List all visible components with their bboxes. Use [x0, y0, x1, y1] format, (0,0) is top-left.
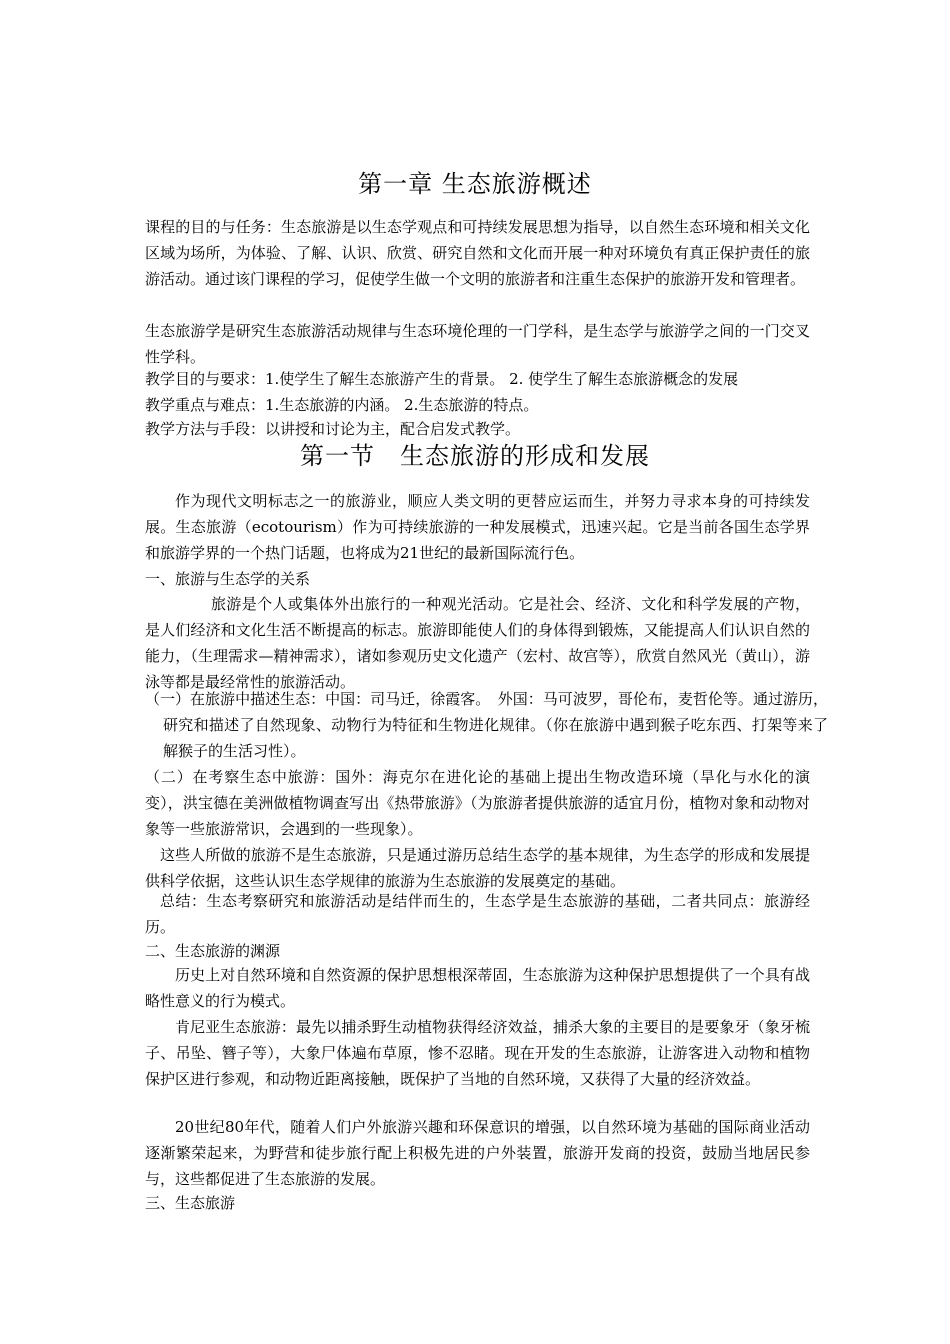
subheading-1: 一、旅游与生态学的关系	[145, 570, 311, 588]
subheading-3: 三、生态旅游	[145, 1194, 236, 1212]
body-paragraph: 作为现代文明标志之一的旅游业，顺应人类文明的更替应运而生，并努力寻求本身的可持续发展。生态旅游（ecotourism）作为可持续旅游的一种发展模式，迅速兴起。它是当前各国生态学界和旅游学界的一个热门话题，也将成为21世纪的最新国际流行色。	[145, 492, 810, 562]
objectives-line: 教学目的与要求：1.使学生了解生态旅游产生的背景。 2. 使学生了解生态旅游概念的发展	[145, 370, 739, 388]
definition-paragraph: 生态旅游学是研究生态旅游活动规律与生态环境伦理的一门学科，是生态学与旅游学之间的一门交叉性学科。	[145, 322, 810, 366]
body-paragraph: （二）在考察生态中旅游：国外：海克尔在进化论的基础上提出生物改造环境（旱化与水化的演变），洪宝德在美洲做植物调查写出《热带旅游》（为旅游者提供旅游的适宜月份，植物对象和动物对象等一些旅游常识，会遇到的一些现象）。	[145, 768, 810, 838]
body-paragraph: 总结：生态考察研究和旅游活动是结伴而生的，生态学是生态旅游的基础，二者共同点：旅游经历。	[145, 892, 810, 936]
methods-line: 教学方法与手段：以讲授和讨论为主，配合启发式教学。	[145, 420, 521, 438]
section-title: 第一节 生态旅游的形成和发展	[300, 442, 650, 470]
body-paragraph: 肯尼亚生态旅游：最先以捕杀野生动植物获得经济效益，捕杀大象的主要目的是要象牙（象牙梳子、吊坠、簪子等），大象尸体遍布草原，惨不忍睹。现在开发的生态旅游，让游客进入动物和植物保护区进行参观，和动物近距离接触，既保护了当地的自然环境，又获得了大量的经济效益。	[145, 1018, 810, 1088]
key-points-line: 教学重点与难点：1.生态旅游的内涵。 2.生态旅游的特点。	[145, 396, 539, 414]
body-paragraph: 旅游是个人或集体外出旅行的一种观光活动。它是社会、经济、文化和科学发展的产物，是人们经济和文化生活不断提高的标志。旅游即能使人们的身体得到锻炼，又能提高人们认识自然的能力，（生理需求—精神需求），诸如参观历史文化遗产（宏村、故宫等），欣赏自然风光（黄山），游泳等都是最经常性的旅游活动。	[145, 595, 810, 691]
chapter-title: 第一章 生态旅游概述	[358, 170, 592, 198]
body-paragraph: 这些人所做的旅游不是生态旅游，只是通过游历总结生态学的基本规律，为生态学的形成和发展提供科学依据，这些认识生态学规律的旅游为生态旅游的发展奠定的基础。	[145, 846, 810, 890]
course-goal-paragraph: 课程的目的与任务：生态旅游是以生态学观点和可持续发展思想为指导，以自然生态环境和相关文化区域为场所，为体验、了解、认识、欣赏、研究自然和文化而开展一种对环境负有真正保护责任的旅游活动。通过该门课程的学习，促使学生做一个文明的旅游者和注重生态保护的旅游开发和管理者。	[145, 218, 810, 288]
subheading-2: 二、生态旅游的渊源	[145, 942, 281, 960]
body-paragraph: 历史上对自然环境和自然资源的保护思想根深蒂固，生态旅游为这种保护思想提供了一个具有战略性意义的行为模式。	[145, 966, 810, 1010]
body-paragraph: 20世纪80年代，随着人们户外旅游兴趣和环保意识的增强，以自然环境为基础的国际商业活动逐渐繁荣起来，为野营和徒步旅行配上积极先进的户外装置，旅游开发商的投资，鼓励当地居民参与，这些都促进了生态旅游的发展。	[145, 1118, 810, 1188]
body-paragraph: （一）在旅游中描述生态：中国：司马迁，徐霞客。 外国：马可波罗，哥伦布，麦哲伦等。通过游历，研究和描述了自然现象、动物行为特征和生物进化规律。（你在旅游中遇到猴子吃东西、打架等来了解猴子的生活习性）。	[145, 690, 828, 760]
